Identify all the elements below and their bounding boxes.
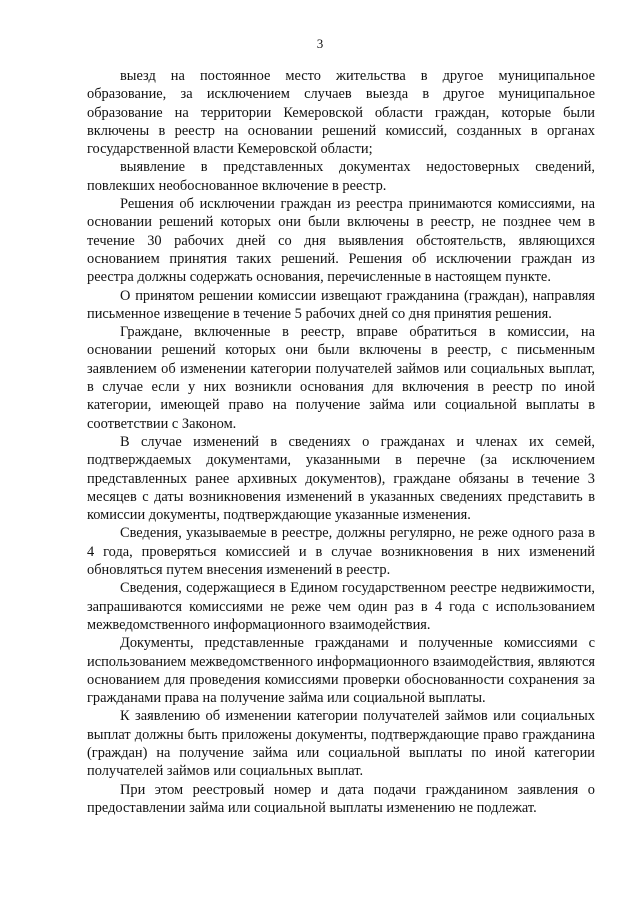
paragraph: Документы, представленные гражданами и полученные комиссиями с использованием межведомственного информационного взаимодействия, являются основанием для проведения комиссиями проверки обоснованности сохранения за гражданами права на получение займа или социальной выплаты. [87, 635, 595, 707]
paragraph: При этом реестровый номер и дата подачи гражданином заявления о предоставлении займа или социальной выплаты изменению не подлежат. [87, 781, 595, 816]
paragraph: выявление в представленных документах недостоверных сведений, повлекших необоснованное включение в реестр. [87, 159, 595, 194]
paragraph: Сведения, указываемые в реестре, должны регулярно, не реже одного раза в 4 года, проверяться комиссией и в случае возникновения в них изменений обновляться путем внесения изменений в реестр. [87, 525, 595, 579]
paragraph: К заявлению об изменении категории получателей займов или социальных выплат должны быть приложены документы, подтверждающие право гражданина (граждан) на получение займа или социальной выплаты по иной категории получателей займов или социальных выплат. [87, 708, 595, 780]
paragraph: Решения об исключении граждан из реестра принимаются комиссиями, на основании решений которых они были включены в реестр, не позднее чем в течение 30 рабочих дней со дня выявления обстоятельств, являющихся основанием принятия таких решений. Решения об исключении граждан из реестра должны содержать основания, перечисленные в настоящем пункте. [87, 196, 595, 286]
paragraph: Сведения, содержащиеся в Едином государственном реестре недвижимости, запрашиваются комиссиями не реже чем один раз в 4 года с использованием межведомственного информационного взаимодействия. [87, 580, 595, 633]
paragraph: О принятом решении комиссии извещают гражданина (граждан), направляя письменное извещение в течение 5 рабочих дней со дня принятия решения. [87, 287, 595, 322]
paragraph: В случае изменений в сведениях о гражданах и членах их семей, подтверждаемых документами, указанными в перечне (за исключением представленных ранее архивных документов), граждане обязаны в течение 3 месяцев с даты возникновения изменений в указанных сведениях представить в комиссии документы, подтверждающие указанные изменения. [87, 433, 595, 524]
page-number: 3 [316, 36, 324, 51]
paragraph: Граждане, включенные в реестр, вправе обратиться в комиссии, на основании решений которых они были включены в реестр, с письменным заявлением об изменении категории получателей займов или социальных выплат, в случае если у них возникли основания для включения в реестр по иной категории, имеющей право на получение займа или социальной выплаты в соответствии с Законом. [87, 324, 595, 432]
paragraph: выезд на постоянное место жительства в другое муниципальное образование, за исключением случаев выезда в другое муниципальное образование на территории Кемеровской области граждан, которые были включены в реестр на основании решений комиссий, созданных в органах государственной власти Кемеровской области; [87, 68, 595, 158]
document-body [87, 67, 595, 817]
